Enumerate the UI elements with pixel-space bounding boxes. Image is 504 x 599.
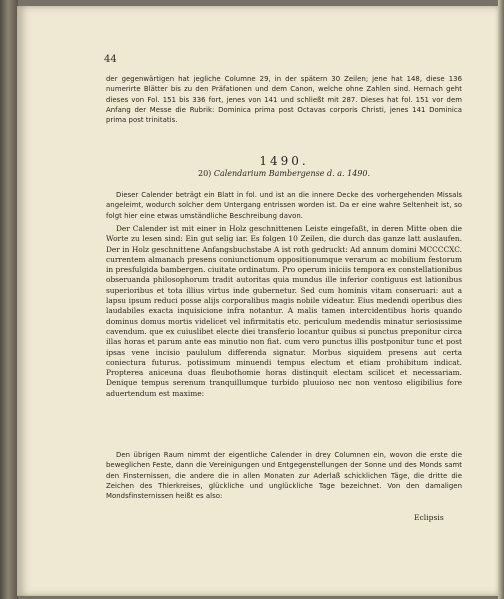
entry-subtitle bbox=[106, 169, 462, 178]
intro-text: der gegenwärtigen hat jegliche Columne 29, in der spätern 30 Zeilen; jene hat 148, diese 136 numerirte Blätter bis zu den Präfationen und dem Canon, welche ohne Zahlen sind. Hernach geht dieses von Fol. 151 bis 336 fort, jenes von 141 und schließt mit 287. Dieses hat fol. 151 vor dem Anfang der Messe die Rubrik: Dominica prima post Octavas corporis Christi, jenes 141 Dominica prima post trinitatis. bbox=[106, 75, 462, 125]
entry-title: Calendarium Bambergense d. a. 1490. bbox=[213, 169, 371, 178]
paragraph-2 bbox=[106, 224, 462, 399]
entry-number: 20) bbox=[197, 169, 212, 178]
paragraph-3-text: Den übrigen Raum nimmt der eigentliche Calender in drey Columnen ein, wovon die erste die beweglichen Feste, dann die Vereinigungen und Entgegenstellungen der Sonne und des Monds samt den Finsternissen, die andere die in allen Monaten zur Aderlaß schicklichen Täge, die dritte die Zeichen des Thierkreises, glückliche und unglückliche Tage bezeichnet. Von den damaligen Mondsfinsternissen heißt es also: bbox=[106, 451, 462, 501]
paragraph-3 bbox=[106, 450, 462, 501]
paragraph-1-text: Dieser Calender beträgt ein Blatt in fol. und ist an die innere Decke des vorhergehenden Missals angeleimt, wodurch solcher dem Untergang entrissen worden ist. Da er eine wahre Seltenheit ist, so folgt hier eine etwas umständliche Beschreibung davon. bbox=[106, 191, 462, 220]
book-binding bbox=[0, 0, 18, 599]
paragraph-2-text: Der Calender ist mit einer in Holz geschnittenen Leiste eingefaßt, in deren Mitte oben die Worte zu lesen sind: Ein gut selig iar. Es folgen 10 Zeilen, die durch das ganze latt auslaufen. Der in Holz geschnittene Anfangsbuchstabe A ist roth gedruckt: Ad annum domini MCCCCXC. currentem almanach presens coniunctionum oppositionumque verarum ac mobilium festorum in presfulgida bambergen. ciuitate ordinatum. Pro operum iniciis tempora ex constellationibus obseruanda philosophorum tradit autoritas quia mundus ille inferior contiguus est lationibus superioribus et tota illius virtus inde gubernetur. Sed cum hominis vitam conseruari: aut a lapsu ipsum reduci posse alijs corporalibus magis nobile videatur. Eius medendi operibus dies laudabiles exacta inquisicione infra notantur. A malis tamen intercidentibus horis quando dominus domus mortis videlicet vel infirmitatis etc. periculum medendis minatur seriosissime cavendum. que ex cuiuslibet electe diei transferio locantur quibus si punctus preponitur circa illas horas et parum ante eas minutio non fiat. cum vero punctus illis postponitur tunc et post ipsas vene incisio paululum differenda signatur. Morbus siquidem presens aut certa coniectura futurus. potissimum minuendi tempus electum et etiam prohibitum indicat. Propterea aniceuna duas fleubothomie horas distinquit electam scilicet et necessariam. Denique tempus serenum tranquillumque turbido pluuioso nec non ventoso eligibilius fore aduertendum est maxime: bbox=[106, 224, 462, 398]
intro-paragraph bbox=[106, 74, 462, 125]
year-heading: 1490. bbox=[259, 154, 309, 168]
page-edge bbox=[498, 0, 504, 599]
page-number: 44 bbox=[104, 54, 117, 65]
catchword: Eclipsis bbox=[414, 513, 444, 522]
paragraph-1 bbox=[106, 190, 462, 221]
